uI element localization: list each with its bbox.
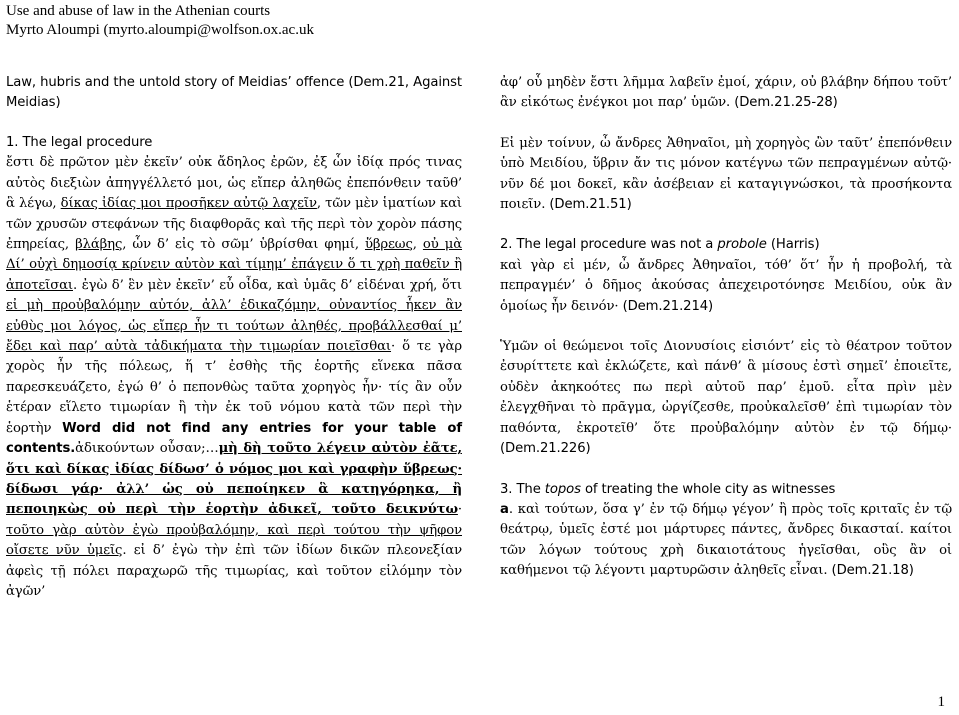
dem-21-51-passage: Εἰ μὲν τοίνυν, ὦ ἄνδρες Ἀθηναῖοι, μὴ χορηγὸς ὢν ταῦτ’ ἐπεπόνθειν ὑπὸ Μειδίου, ὕβριν ἄν τις μόνον κατέγνω τῶν πεπραγμένων αὐτῷ· νῦν δέ μοι δοκεῖ, κἂν ἀσέβειαν εἰ καταγιγνώσκοι, τὰ προσήκοντα ποιεῖν. (Dem.21.51)	[500, 135, 952, 213]
document-title: Law, hubris and the untold story of Meidias’ offence (Dem.21, Against Meidias)	[6, 75, 462, 110]
passage-continuation: ἀφ’ οὗ μηδὲν ἔστι λῆμμα λαβεῖν ἐμοί, χάριν, οὐ βλάβην δήπου τοῦτ’ ἂν εἰκότως ἐνέγκοι μοι παρ’ ὑμῶν. (Dem.21.25-28)	[500, 75, 952, 111]
dem-21-226-passage: Ὑμῶν οἱ θεώμενοι τοῖς Διονυσίοις εἰσιόντ’ εἰς τὸ θέατρον τοῦτον ἐσυρίττετε καὶ ἐκλώζετε, καὶ πάνθ’ ἃ μίσους ἐστὶ σημεῖ’ ἐποιεῖτε, οὐδὲν ἀκηκοότες πω περὶ αὐτοῦ παρ’ ἐμοῦ. εἶτα πρὶν μὲν ἐλεγχθῆναι τὸ πρᾶγμα, ὠργίζεσθε, προὐκαλεῖσθ’ ἐπὶ τιμωρίαν τὸν παθόντα, ἐκροτεῖθ’ ὅτε προὐβαλόμην αὐτὸν ἐν τῷ δήμῳ· (Dem.21.226)	[500, 339, 952, 457]
dem-21-25-28-passage: ἔστι δὲ πρῶτον μὲν ἐκεῖν’ οὐκ ἄδηλος ἐρῶν, ἐξ ὧν ἰδίᾳ πρός τινας αὐτὸς διεξιὼν ἀπηγγέλλετό μοι, ὡς εἴπερ ἀληθῶς ἐπεπόνθειν ταῦθ’ ἃ λέγω, δίκας ἰδίας μοι προσῆκεν αὐτῷ λαχεῖν, τῶν μὲν ἱματίων καὶ τῶν χρυσῶν στεφάνων τῆς διαφθορᾶς καὶ τῆς περὶ τὸν χορὸν πάσης ἐπηρείας, βλάβης, ὧν δ’ εἰς τὸ σῶμ’ ὑβρίσθαι φημί, ὕβρεως, οὐ μὰ Δί’ οὐχὶ δημοσίᾳ κρίνειν αὐτὸν καὶ τίμημ’ ἐπάγειν ὅ τι χρὴ παθεῖν ἢ ἀποτεῖσαι. ἐγὼ δ’ ἓν μὲν ἐκεῖν’ εὖ οἶδα, καὶ ὑμᾶς δ’ εἰδέναι χρή, ὅτι εἰ μὴ προὐβαλόμην αὐτόν, ἀλλ’ ἐδικαζόμην, οὐναντίος ἧκεν ἂν εὐθὺς μοι λόγος, ὡς εἴπερ ἦν τι τούτων ἀληθές, προβάλλεσθαί μ’ ἔδει καὶ παρ’ αὐτὰ τἀδικήματα τὴν τιμωρίαν ποιεῖσθαι· ὅ τε γὰρ χορὸς ἦν τῆς πόλεως, ἥ τ’ ἐσθὴς τῆς ἑορτῆς εἵνεκα πᾶσα παρεσκευάζετο, ἐγώ θ’ ὁ πεπονθὼς ταῦτα χορηγὸς ἦν· τίς ἂν οὖν ἑτέραν εἵλετο τιμωρίαν ἢ τὴν ἐκ τοῦ νόμου κατὰ τῶν περὶ τὴν ἑορτὴν Word did not find any entries for your table of contents.ἀδικούντων οὖσαν;…μὴ δὴ τοῦτο λέγειν αὐτὸν ἐᾶτε, ὅτι καὶ δίκας ἰδίας δίδωσ’ ὁ νόμος μοι καὶ γραφὴν ὕβρεως· δίδωσι γάρ· ἀλλ’ ὡς οὐ πεποίηκεν ἃ κατηγόρηκα, ἢ πεποιηκὼς οὐ περὶ τὴν ἑορτὴν ἀδικεῖ, τοῦτο δεικνύτω· τοῦτο γὰρ αὐτὸν ἐγὼ προὐβαλόμην, καὶ περὶ τούτου τὴν ψῆφον οἴσετε νῦν ὑμεῖς. εἰ δ’ ἐγὼ τὴν ἐπὶ τῶν ἰδίων δικῶν πλεονεξίαν ἀφεὶς τῇ πόλει παραχωρῶ τῆς τιμωρίας, καὶ τοῦτον εἱλόμην τὸν ἀγῶν’	[6, 155, 463, 599]
toc-error-note: Word did not find any entries for your table of contents.	[6, 420, 462, 457]
header-author: Myrto Aloumpi (myrto.aloumpi@wolfson.ox.ac.uk	[6, 22, 314, 38]
right-column	[500, 73, 952, 582]
section2-heading: 2. The legal procedure was not a probole (Harris)	[500, 237, 820, 253]
dem-21-214-passage: καὶ γὰρ εἰ μέν, ὦ ἄνδρες Ἀθηναῖοι, τόθ’ ὅτ’ ἦν ἡ προβολή, τὰ πεπραγμέν’ ὁ δῆμος ἀκούσας ἀπεχειροτόνησε Μειδίου, οὐκ ἂν ὁμοίως ἦν δεινόν· (Dem.21.214)	[500, 257, 952, 314]
page-number: 1	[937, 694, 945, 710]
left-column	[6, 73, 462, 602]
dem-21-18-passage: a. καὶ τούτων, ὅσα γ’ ἐν τῷ δήμῳ γέγον’ ἢ πρὸς τοῖς κριταῖς ἐν τῷ θεάτρῳ, ὑμεῖς ἐστέ μοι μάρτυρες πάντες, ἄνδρες δικασταί. καίτοι τῶν λόγων τούτους χρὴ δικαιοτάτους ἡγεῖσθαι, οὓς ἂν οἱ καθήμενοι τῷ λέγοντι μαρτυρῶσιν ἀληθεῖς εἶναι. (Dem.21.18)	[500, 501, 952, 579]
section1-heading: 1. The legal procedure	[6, 135, 153, 150]
header-title: Use and abuse of law in the Athenian courts	[6, 3, 271, 19]
section3-heading: 3. The topos of treating the whole city as witnesses	[500, 481, 836, 497]
